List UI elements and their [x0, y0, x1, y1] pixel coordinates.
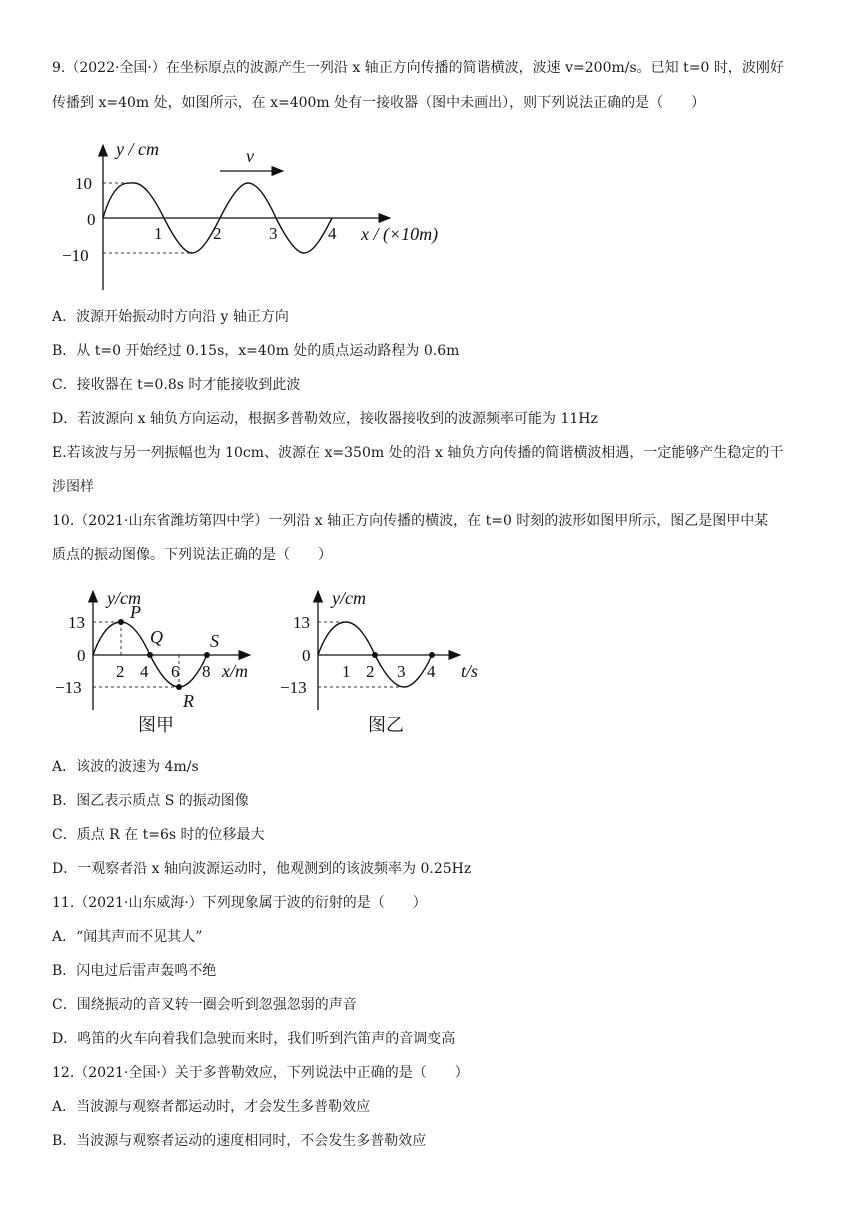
label-s: S: [210, 631, 219, 651]
point-p: [118, 619, 124, 625]
ytick-0: 0: [302, 646, 311, 665]
velocity-label: v: [246, 146, 254, 166]
y-axis-label: y / cm: [116, 139, 159, 159]
q10-figure-a: [50, 585, 265, 745]
ytick-0: 0: [87, 210, 96, 229]
xtick-8: 8: [202, 662, 211, 681]
xtick-4: 4: [427, 662, 436, 681]
point-q: [147, 652, 153, 658]
label-p: P: [130, 602, 141, 622]
q10-option-b: B．图乙表示质点 S 的振动图像: [52, 793, 249, 809]
ytick-minus13: −13: [55, 678, 82, 697]
q10-option-d: D．一观察者沿 x 轴向波源运动时，他观测到的该波频率为 0.25Hz: [52, 861, 472, 877]
q12-stem: 12.（2021·全国·）关于多普勒效应，下列说法中正确的是（ ）: [52, 1065, 469, 1081]
q9-option-e-cont: 涉图样: [52, 479, 94, 495]
q10-figure-b: [275, 585, 495, 745]
q11-option-b: B．闪电过后雷声轰鸣不绝: [52, 963, 217, 979]
ytick-minus13: −13: [280, 678, 307, 697]
q10-stem-line2: 质点的振动图像。下列说法正确的是（ ）: [52, 547, 332, 563]
q11-option-d: D．鸣笛的火车向着我们急驶而来时，我们听到汽笛声的音调变高: [52, 1031, 456, 1047]
q9-option-e: E.若该波与另一列振幅也为 10cm、波源在 x=350m 处的沿 x 轴负方向传播的简谐横波相遇，一定能够产生稳定的干: [52, 445, 784, 461]
q11-stem: 11.（2021·山东威海·）下列现象属于波的衍射的是（ ）: [52, 895, 427, 911]
xtick-3: 3: [269, 224, 278, 243]
ytick-13: 13: [68, 613, 85, 632]
ytick-10: 10: [75, 174, 92, 193]
point-s: [204, 652, 210, 658]
q9-option-d: D．若波源向 x 轴负方向运动，根据多普勒效应，接收器接收到的波源频率可能为 11Hz: [52, 411, 598, 427]
caption-b: 图乙: [368, 715, 404, 735]
xtick-3: 3: [397, 662, 406, 681]
q9-option-b: B．从 t=0 开始经过 0.15s，x=40m 处的质点运动路程为 0.6m: [52, 343, 460, 359]
xtick-1: 1: [342, 662, 351, 681]
q12-option-b: B．当波源与观察者运动的速度相同时，不会发生多普勒效应: [52, 1133, 427, 1149]
x-axis-label: x/m: [222, 661, 248, 681]
x-axis-label: x / (×10m): [361, 224, 439, 244]
xtick-2: 2: [366, 662, 375, 681]
label-r: R: [183, 691, 194, 711]
q9-stem-line2: 传播到 x=40m 处，如图所示，在 x=400m 处有一接收器（图中未画出），则下列说法正确的是（ ）: [52, 95, 706, 111]
label-q: Q: [150, 627, 163, 647]
q10-stem-line1: 10.（2021·山东省潍坊第四中学）一列沿 x 轴正方向传播的横波，在 t=0 时刻的波形如图甲所示，图乙是图甲中某: [52, 513, 769, 529]
xtick-4: 4: [328, 224, 337, 243]
q11-option-a: A．“闻其声而不见其人”: [52, 929, 203, 945]
xtick-6: 6: [171, 662, 180, 681]
x-axis-label: t/s: [461, 661, 479, 681]
ytick-13: 13: [293, 613, 310, 632]
xtick-1: 1: [154, 224, 163, 243]
q9-stem-line1: 9.（2022·全国·）在坐标原点的波源产生一列沿 x 轴正方向传播的简谐横波，波速 v=200m/s。已知 t=0 时，波刚好: [52, 60, 784, 76]
y-axis-label: y/cm: [107, 588, 141, 608]
ytick-0: 0: [77, 646, 86, 665]
q9-option-c: C．接收器在 t=0.8s 时才能接收到此波: [52, 377, 301, 393]
xtick-4: 4: [140, 662, 149, 681]
q10-option-c: C．质点 R 在 t=6s 时的位移最大: [52, 827, 265, 843]
xtick-2: 2: [213, 224, 222, 243]
point-r: [176, 684, 182, 690]
q11-option-c: C．围绕振动的音叉转一圈会听到忽强忽弱的声音: [52, 997, 357, 1013]
ytick-minus10: −10: [62, 246, 89, 265]
q12-option-a: A．当波源与观察者都运动时，才会发生多普勒效应: [52, 1099, 371, 1115]
y-axis-label: y/cm: [332, 588, 366, 608]
q9-option-a: A．波源开始振动时方向沿 y 轴正方向: [52, 309, 289, 325]
q9-wave-figure: [50, 135, 470, 295]
caption-a: 图甲: [138, 715, 174, 735]
xtick-2: 2: [116, 662, 125, 681]
q10-option-a: A．该波的波速为 4m/s: [52, 759, 199, 775]
